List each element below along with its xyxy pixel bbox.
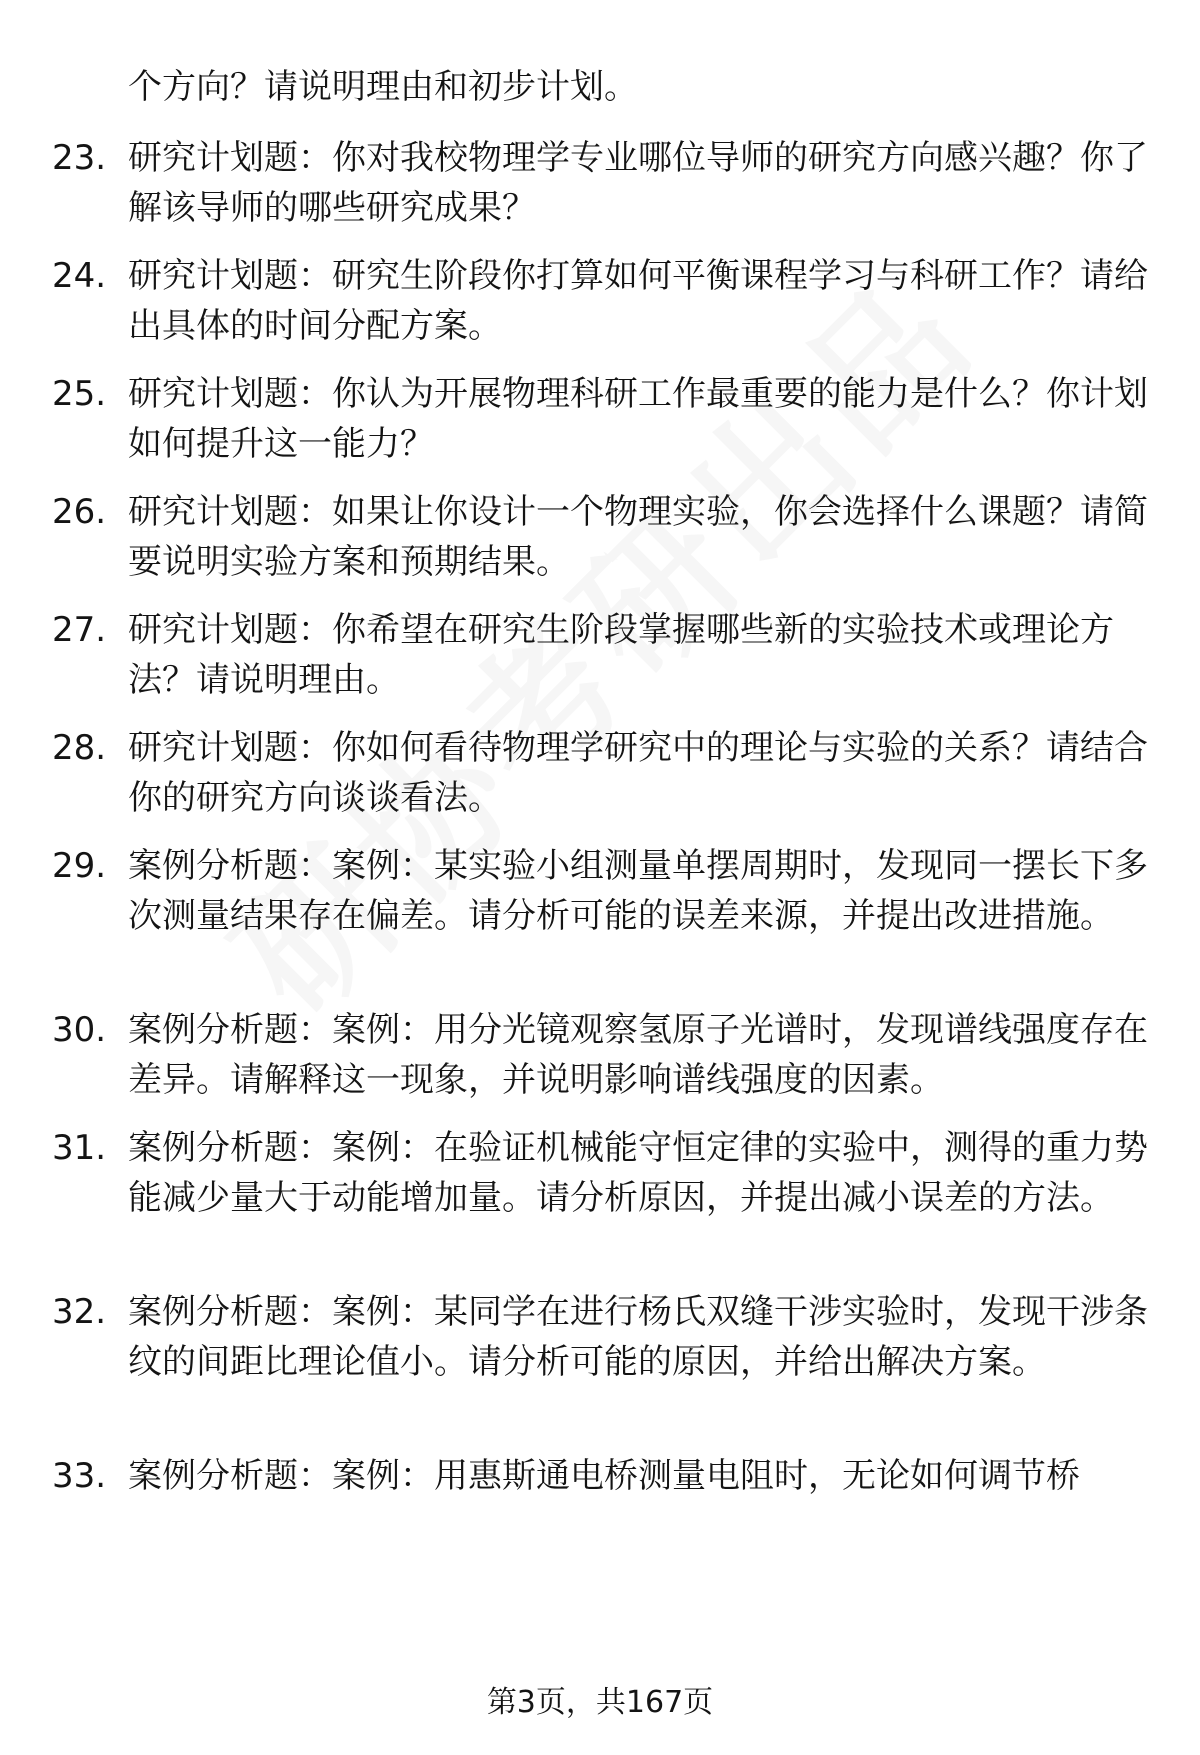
- question-item: [52, 605, 1148, 705]
- question-text: 案例分析题：案例：用分光镜观察氢原子光谱时，发现谱线强度存在差异。请解释这一现象，并说明影响谱线强度的因素。: [128, 1010, 1148, 1100]
- question-item: [52, 1123, 1148, 1223]
- question-text: 案例分析题：案例：用惠斯通电桥测量电阻时，无论如何调节桥: [128, 1456, 1080, 1496]
- question-number: 29.: [52, 846, 107, 886]
- question-text: 研究计划题：你如何看待物理学研究中的理论与实验的关系？请结合你的研究方向谈谈看法。: [128, 728, 1148, 818]
- question-text: 研究计划题：你希望在研究生阶段掌握哪些新的实验技术或理论方法？请说明理由。: [128, 610, 1114, 700]
- question-number: 23.: [52, 138, 107, 178]
- page-footer: 第3页，共167页: [486, 1685, 714, 1720]
- question-number: 30.: [52, 1010, 107, 1050]
- question-item: [52, 133, 1148, 233]
- question-text: 案例分析题：案例：在验证机械能守恒定律的实验中，测得的重力势能减少量大于动能增加量。请分析原因，并提出减小误差的方法。: [128, 1128, 1148, 1218]
- question-text: 案例分析题：案例：某同学在进行杨氏双缝干涉实验时，发现干涉条纹的间距比理论值小。请分析可能的原因，并给出解决方案。: [128, 1292, 1148, 1382]
- continued-text: 个方向？请说明理由和初步计划。: [128, 67, 638, 107]
- question-number: 33.: [52, 1456, 107, 1496]
- question-text: 案例分析题：案例：某实验小组测量单摆周期时，发现同一摆长下多次测量结果存在偏差。请分析可能的误差来源，并提出改进措施。: [128, 846, 1148, 936]
- question-text: 研究计划题：你认为开展物理科研工作最重要的能力是什么？你计划如何提升这一能力？: [128, 374, 1148, 464]
- question-item: [52, 251, 1148, 351]
- question-item: [52, 723, 1148, 823]
- question-item: [52, 1287, 1148, 1387]
- question-number: 31.: [52, 1128, 107, 1168]
- question-number: 28.: [52, 728, 107, 768]
- question-item: [52, 487, 1148, 587]
- question-item: [52, 369, 1148, 469]
- question-item: [52, 841, 1148, 941]
- question-number: 32.: [52, 1292, 107, 1332]
- question-number: 24.: [52, 256, 107, 296]
- question-item: [52, 1005, 1148, 1105]
- question-number: 26.: [52, 492, 107, 532]
- question-number: 27.: [52, 610, 107, 650]
- question-text: 研究计划题：研究生阶段你打算如何平衡课程学习与科研工作？请给出具体的时间分配方案。: [128, 256, 1148, 346]
- question-text: 研究计划题：如果让你设计一个物理实验，你会选择什么课题？请简要说明实验方案和预期结果。: [128, 492, 1148, 582]
- question-number: 25.: [52, 374, 107, 414]
- question-text: 研究计划题：你对我校物理学专业哪位导师的研究方向感兴趣？你了解该导师的哪些研究成果？: [128, 138, 1148, 228]
- question-item: [52, 1451, 1148, 1501]
